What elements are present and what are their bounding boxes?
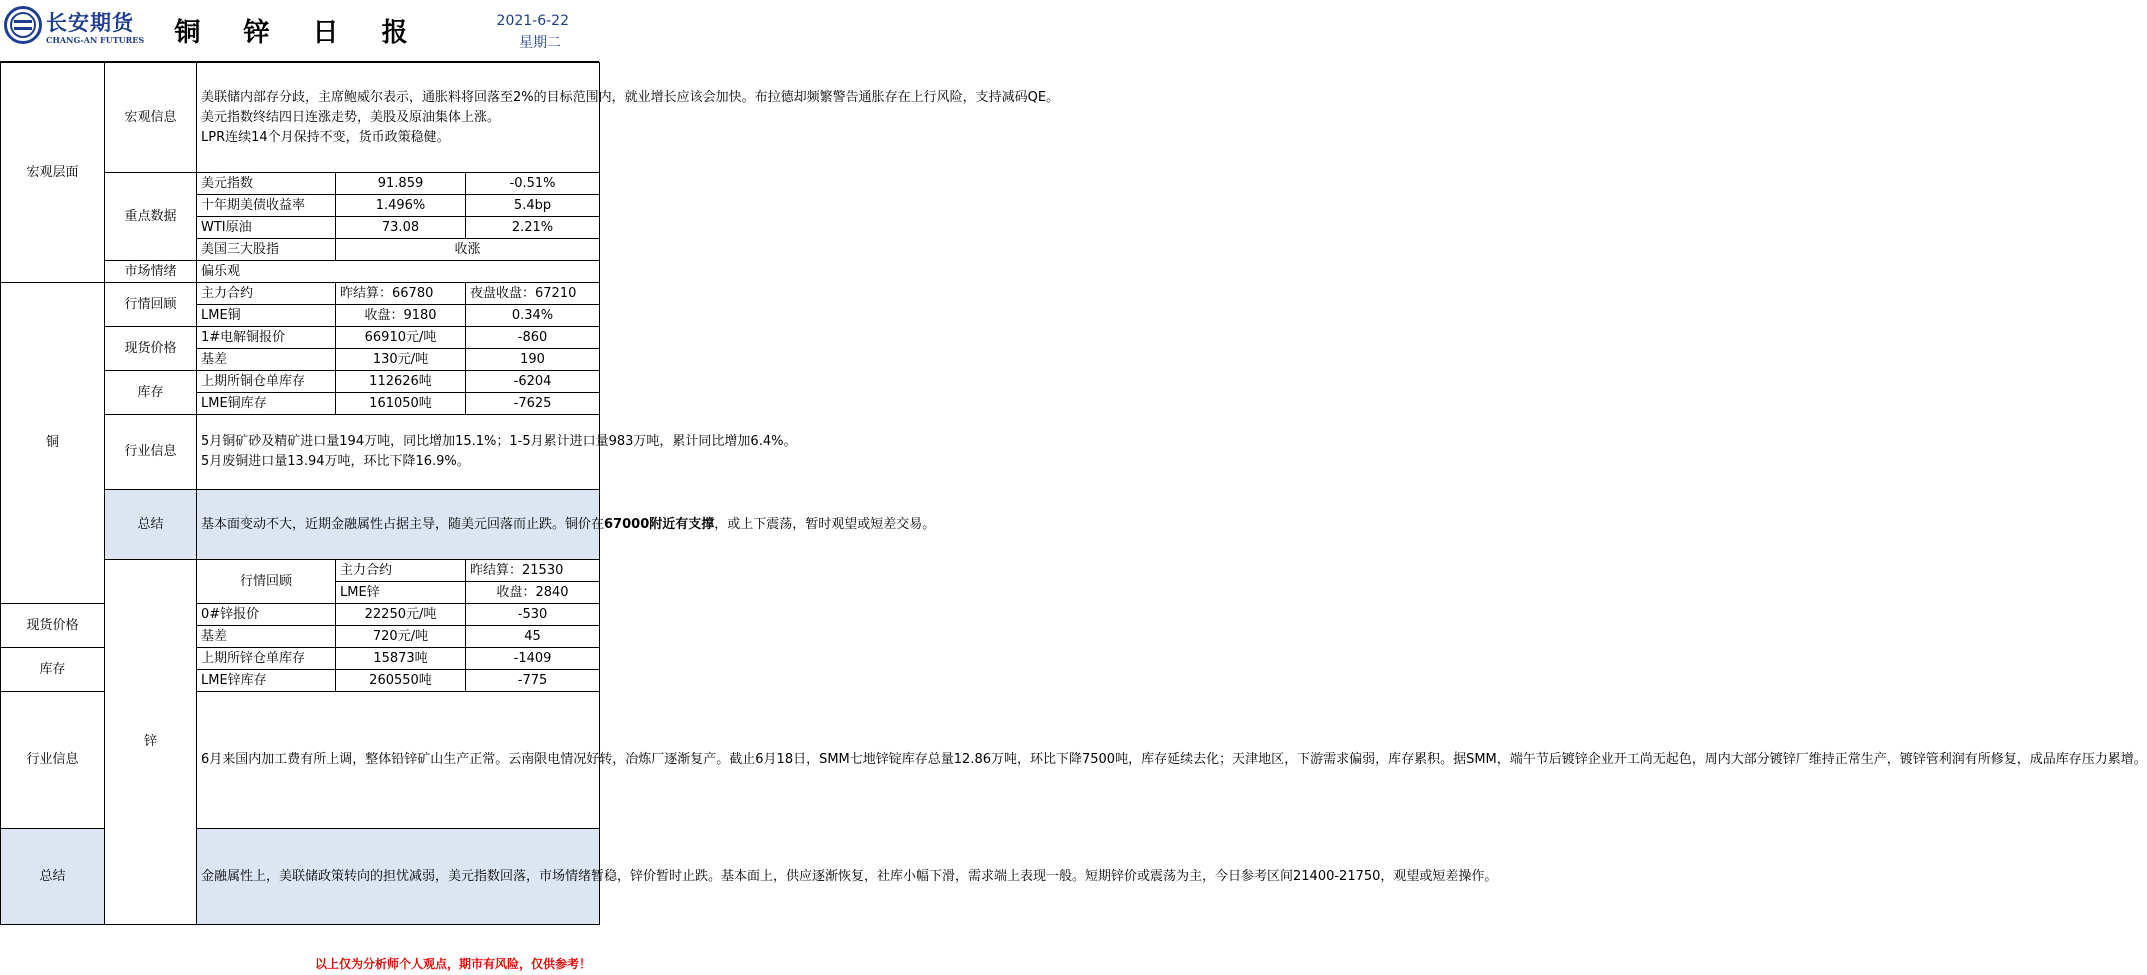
macro-data-change: -0.51% xyxy=(466,173,600,195)
macro-info-text xyxy=(197,63,1060,173)
report-header xyxy=(0,0,599,62)
copper-basis-value: 130元/吨 xyxy=(336,349,466,371)
macro-data-value: 73.08 xyxy=(336,217,466,239)
copper-lme-change: 0.34% xyxy=(466,305,600,327)
copper-industry-text xyxy=(197,415,797,490)
copper-spot-name: 1#电解铜报价 xyxy=(197,327,336,349)
zinc-lme-name: LME锌 xyxy=(336,582,466,604)
zinc-industry-text: 6月来国内加工费有所上调，整体铅锌矿山生产正常。云南限电情况好转，冶炼厂逐渐复产。截止6月18日，SMM七地锌锭库存总量12.86万吨，环比下降7500吨，库存延续去化；天津地区，下游需求偏弱，库存累积。据SMM，端午节后镀锌企业开工尚无起色，周内大部分镀锌厂维持正常生产，镀锌管利润有所修复，成品库存压力累增。 xyxy=(197,692,600,829)
macro-data-name: WTI原油 xyxy=(197,217,336,239)
copper-contract: 主力合约 xyxy=(197,283,336,305)
zinc-basis-change: 45 xyxy=(466,626,600,648)
copper-shfe-stock-change: -6204 xyxy=(466,371,600,393)
zinc-shfe-stock-change: -1409 xyxy=(466,648,600,670)
copper-industry-p1: 5月铜矿砂及精矿进口量194万吨，同比增加15.1%；1-5月累计进口量983万吨，累计同比增加6.4%。 xyxy=(201,434,797,449)
copper-shfe-stock-value: 112626吨 xyxy=(336,371,466,393)
macro-data-name: 十年期美债收益率 xyxy=(197,195,336,217)
copper-lme-stock-name: LME铜库存 xyxy=(197,393,336,415)
copper-summary-support: 67000附近有支撑 xyxy=(604,516,715,532)
copper-lme-close: 收盘：9180 xyxy=(336,305,466,327)
copper-spot-label: 现货价格 xyxy=(105,327,197,371)
zinc-market-label: 行情回顾 xyxy=(197,560,336,604)
report-weekday: 星期二 xyxy=(519,35,561,51)
zinc-category: 锌 xyxy=(105,560,197,925)
risk-disclaimer: 以上仅为分析师个人观点，期市有风险，仅供参考！ xyxy=(314,957,591,971)
zinc-spot-label: 现货价格 xyxy=(1,604,105,648)
macro-data-name: 美元指数 xyxy=(197,173,336,195)
zinc-basis-name: 基差 xyxy=(197,626,336,648)
copper-spot-change: -860 xyxy=(466,327,600,349)
macro-data-value: 1.496% xyxy=(336,195,466,217)
zinc-spot-name: 0#锌报价 xyxy=(197,604,336,626)
copper-summary-text xyxy=(197,490,936,560)
macro-stock-value: 收涨 xyxy=(336,239,600,261)
copper-summary-label: 总结 xyxy=(105,490,197,560)
copper-lme-stock-value: 161050吨 xyxy=(336,393,466,415)
macro-data-value: 91.859 xyxy=(336,173,466,195)
macro-data-label: 重点数据 xyxy=(105,173,197,261)
zinc-lme-close: 收盘：2840 xyxy=(466,582,600,604)
copper-night-close: 夜盘收盘：67210 xyxy=(466,283,600,305)
zinc-industry-label: 行业信息 xyxy=(1,692,105,829)
macro-info-p1: 美联储内部存分歧，主席鲍威尔表示，通胀料将回落至2%的目标范围内，就业增长应该会加快。布拉德却频繁警告通胀存在上行风险，支持减码QE。 xyxy=(201,89,1060,105)
logo-chinese-name: 长安期货 xyxy=(46,11,134,35)
logo-english-name: CHANG-AN FUTURES xyxy=(46,35,145,45)
copper-lme-name: LME铜 xyxy=(197,305,336,327)
zinc-summary-label: 总结 xyxy=(1,829,105,925)
copper-basis-name: 基差 xyxy=(197,349,336,371)
report-title: 铜 锌 日 报 xyxy=(174,18,425,48)
report-table xyxy=(0,62,2147,925)
copper-industry-p2: 5月废铜进口量13.94万吨，环比下降16.9%。 xyxy=(201,454,470,469)
zinc-shfe-stock-value: 15873吨 xyxy=(336,648,466,670)
copper-basis-change: 190 xyxy=(466,349,600,371)
copper-lme-stock-change: -7625 xyxy=(466,393,600,415)
zinc-prev-settle: 昨结算：21530 xyxy=(466,560,600,582)
copper-stock-label: 库存 xyxy=(105,371,197,415)
macro-info-p2: 美元指数终结四日连涨走势，美股及原油集体上涨。 xyxy=(201,109,501,125)
zinc-lme-stock-value: 260550吨 xyxy=(336,670,466,692)
macro-stock-name: 美国三大股指 xyxy=(197,239,336,261)
copper-industry-label: 行业信息 xyxy=(105,415,197,490)
copper-prev-settle: 昨结算：66780 xyxy=(336,283,466,305)
macro-sentiment-label: 市场情绪 xyxy=(105,261,197,283)
copper-category: 铜 xyxy=(1,283,105,604)
macro-sentiment-value: 偏乐观 xyxy=(197,261,600,283)
macro-data-change: 2.21% xyxy=(466,217,600,239)
zinc-stock-label: 库存 xyxy=(1,648,105,692)
macro-category: 宏观层面 xyxy=(1,63,105,283)
zinc-summary-text: 金融属性上，美联储政策转向的担忧减弱，美元指数回落，市场情绪暂稳，锌价暂时止跌。基本面上，供应逐渐恢复，社库小幅下滑，需求端上表现一般。短期锌价或震荡为主，今日参考区间21400-21750，观望或短差操作。 xyxy=(197,829,600,925)
copper-spot-price: 66910元/吨 xyxy=(336,327,466,349)
zinc-lme-stock-change: -775 xyxy=(466,670,600,692)
copper-market-label: 行情回顾 xyxy=(105,283,197,327)
macro-data-change: 5.4bp xyxy=(466,195,600,217)
zinc-shfe-stock-name: 上期所锌仓单库存 xyxy=(197,648,336,670)
zinc-lme-stock-name: LME锌库存 xyxy=(197,670,336,692)
zinc-spot-change: -530 xyxy=(466,604,600,626)
macro-info-label: 宏观信息 xyxy=(105,63,197,173)
zinc-contract: 主力合约 xyxy=(336,560,466,582)
macro-info-p3: LPR连续14个月保持不变，货币政策稳健。 xyxy=(201,129,450,145)
report-date: 2021-6-22 xyxy=(496,13,569,29)
zinc-spot-price: 22250元/吨 xyxy=(336,604,466,626)
copper-summary-part-b: ，或上下震荡，暂时观望或短差交易。 xyxy=(714,516,936,532)
copper-shfe-stock-name: 上期所铜仓单库存 xyxy=(197,371,336,393)
copper-summary-part-a: 基本面变动不大，近期金融属性占据主导，随美元回落而止跌。铜价在 xyxy=(201,516,605,532)
zinc-basis-value: 720元/吨 xyxy=(336,626,466,648)
